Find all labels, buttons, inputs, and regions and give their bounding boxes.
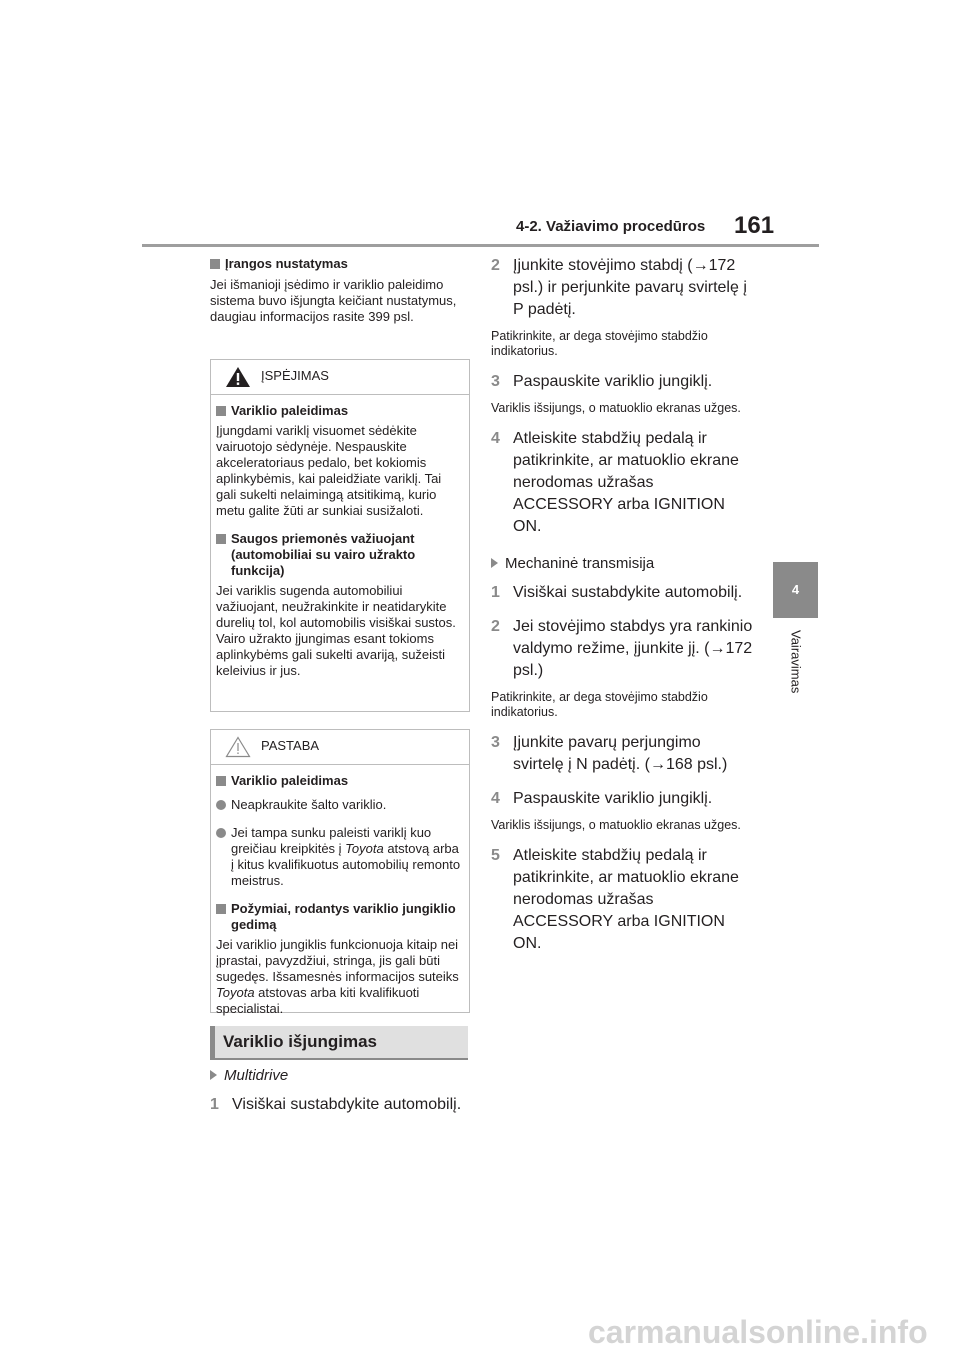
brand-name: Toyota <box>216 985 255 1000</box>
multidrive-step-3 <box>491 371 753 393</box>
notice-bullet-text: Jei tampa sunku paleisti variklį kuo greičiau kreipkitės į <box>231 825 432 856</box>
step-number: 3 <box>491 734 500 751</box>
multidrive-label-text: Multidrive <box>224 1067 289 1084</box>
brand-name: Toyota <box>345 841 384 856</box>
square-bullet-icon <box>216 406 226 416</box>
notice-section-heading <box>216 773 464 789</box>
chapter-tab-number: 4 <box>773 562 818 618</box>
multidrive-step-2-note: Patikrinkite, ar dega stovėjimo stabdžio indikatorius. <box>491 329 708 358</box>
step-number: 1 <box>491 584 500 601</box>
notice-icon <box>225 736 251 758</box>
notice-box-body <box>211 765 469 1037</box>
equipment-settings-text: Jei išmanioji įsėdimo ir variklio paleidimo sistema buvo išjungta keičiant nustatymus, daugiau informacijos rasite 399 psl. <box>210 277 457 324</box>
page-number: 161 <box>734 212 775 239</box>
warning-section-heading-text: Variklio paleidimas <box>231 403 349 418</box>
warning-box <box>210 359 470 712</box>
manual-transmission-label-text: Mechaninė transmisija <box>505 555 655 572</box>
notice-section-heading-text: Variklio paleidimas <box>231 773 349 788</box>
step-text: Paspauskite variklio jungiklį. <box>513 373 713 390</box>
square-bullet-icon <box>216 776 226 786</box>
notice-section-heading <box>216 901 464 933</box>
warning-section-heading <box>216 531 464 579</box>
step-number: 3 <box>491 373 500 390</box>
step-text: Paspauskite variklio jungiklį. <box>513 790 713 807</box>
warning-section-text: Įjungdami variklį visuomet sėdėkite vairuotojo sėdynėje. Nespauskite akceleratoriaus pedalo, bet kokiomis aplinkybėmis, kai paleidžiate variklį. Tai gali sukelti nelaimingą atsitikimą, kurio metu galite žūti ar sunkiai susižaloti. <box>216 423 442 518</box>
notice-bullet <box>216 825 464 889</box>
step-text: Visiškai sustabdykite automobilį. <box>232 1096 462 1113</box>
manual-transmission-label <box>491 554 753 574</box>
warning-box-header <box>211 360 469 395</box>
warning-section-text: Jei variklis sugenda automobiliui važiuojant, neužrakinkite ir neatidarykite durelių tol, kol automobilis visiškai sustos. Vairo užrakto įjungimas esant tokioms aplinkybėms gali sukelti avariją, sužeisti keleivius ir jus. <box>216 583 456 678</box>
warning-icon <box>225 366 251 388</box>
equipment-settings-heading-text: Įrangos nustatymas <box>225 256 348 271</box>
multidrive-step-4 <box>491 428 753 538</box>
step-text: Įjunkite pavarų perjungimo svirtelę į N padėtį. (→168 psl.) <box>513 734 728 773</box>
notice-label: PASTABA <box>261 738 320 753</box>
notice-bullet-text: atstovą arba į kitus kvalifikuotus automobilių remonto meistrus. <box>231 841 461 888</box>
step-text: Atleiskite stabdžių pedalą ir patikrinkite, ar matuoklio ekrane nerodomas užrašas ACCESSORY arba IGNITION ON. <box>513 430 739 535</box>
step-number: 2 <box>491 257 500 274</box>
right-column <box>491 255 753 955</box>
notice-bullet <box>216 797 464 813</box>
warning-section-heading <box>216 403 464 419</box>
multidrive-step-2 <box>491 255 753 321</box>
step-number: 5 <box>491 847 500 864</box>
equipment-settings-heading <box>210 256 470 272</box>
manual-step-2-note: Patikrinkite, ar dega stovėjimo stabdžio indikatorius. <box>491 690 708 719</box>
multidrive-step-1 <box>210 1094 470 1116</box>
round-bullet-icon <box>216 828 226 838</box>
manual-step-1 <box>491 582 753 604</box>
chapter-tab-label-text: Vairavimas <box>788 630 804 694</box>
section-title-bar <box>210 1026 468 1060</box>
notice-section-heading-text: Požymiai, rodantys variklio jungiklio gedimą <box>231 901 456 932</box>
multidrive-start <box>210 1066 470 1116</box>
notice-section-text-part: atstovas arba kiti kvalifikuoti specialistai. <box>216 985 420 1016</box>
manual-step-4-note: Variklis išsijungs, o matuoklio ekranas užges. <box>491 818 741 832</box>
chapter-tab-label <box>776 630 816 750</box>
warning-label: ĮSPĖJIMAS <box>261 368 329 383</box>
step-text: Visiškai sustabdykite automobilį. <box>513 584 743 601</box>
chapter-title: 4-2. Važiavimo procedūros <box>516 218 706 235</box>
multidrive-label <box>210 1066 470 1086</box>
arrow-bullet-icon <box>210 1070 217 1080</box>
step-text: Jei stovėjimo stabdys yra rankinio valdymo režime, įjunkite jį. (→172 psl.) <box>513 618 753 679</box>
section-title-accent <box>210 1026 215 1058</box>
notice-section-text <box>216 937 464 1017</box>
step-text: Atleiskite stabdžių pedalą ir patikrinkite, ar matuoklio ekrane nerodomas užrašas ACCESSORY arba IGNITION ON. <box>513 847 739 952</box>
section-title: Variklio išjungimas <box>223 1032 378 1051</box>
manual-step-3 <box>491 732 753 776</box>
manual-step-4 <box>491 788 753 810</box>
watermark: carmanualsonline.info <box>588 1314 928 1350</box>
square-bullet-icon <box>210 259 220 269</box>
step-text: Įjunkite stovėjimo stabdį (→172 psl.) ir perjunkite pavarų svirtelę į P padėtį. <box>513 257 747 318</box>
step-number: 4 <box>491 430 500 447</box>
step-number: 2 <box>491 618 500 635</box>
notice-section-text-part: Jei variklio jungiklis funkcionuoja kitaip nei įprastai, pavyzdžiui, stringa, jis gali būti sugedęs. Išsamesnės informacijos suteiks <box>216 937 459 984</box>
notice-box <box>210 729 470 1016</box>
warning-section-heading-text: Saugos priemonės važiuojant (automobiliai su vairo užrakto funkcija) <box>231 531 416 578</box>
header-divider <box>142 244 819 247</box>
warning-box-body <box>211 395 469 699</box>
square-bullet-icon <box>216 534 226 544</box>
round-bullet-icon <box>216 800 226 810</box>
equipment-settings <box>210 256 470 325</box>
step-number: 1 <box>210 1096 219 1113</box>
notice-box-header <box>211 730 469 765</box>
multidrive-step-3-note: Variklis išsijungs, o matuoklio ekranas užges. <box>491 401 741 415</box>
step-number: 4 <box>491 790 500 807</box>
arrow-bullet-icon <box>491 558 498 568</box>
manual-step-2 <box>491 616 753 682</box>
notice-bullet-text: Neapkraukite šalto variklio. <box>231 797 387 812</box>
manual-step-5 <box>491 845 753 955</box>
square-bullet-icon <box>216 904 226 914</box>
